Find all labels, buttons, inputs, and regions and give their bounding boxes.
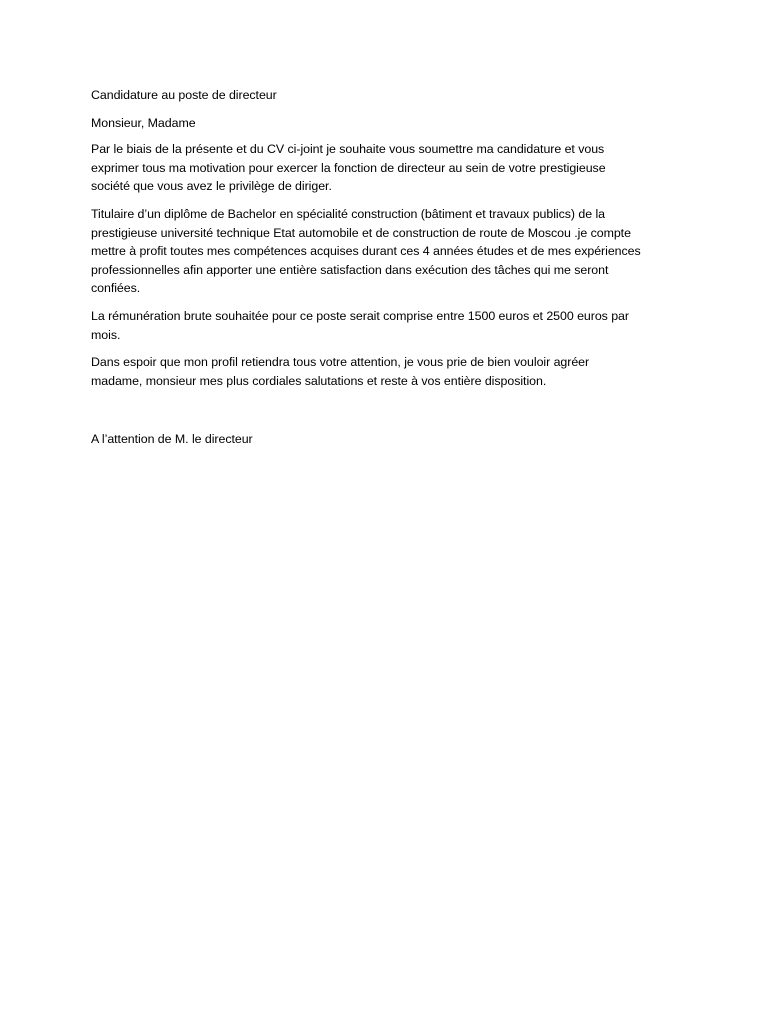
- text-line: Titulaire d’un diplôme de Bachelor en spécialité construction (bâtiment et travaux publics) de la: [91, 206, 605, 221]
- paragraph-qualifications: [91, 205, 681, 298]
- closing-line: A l’attention de M. le directeur: [91, 432, 253, 447]
- paragraph-intro: [91, 140, 681, 196]
- letter-document: [91, 86, 681, 458]
- text-line: professionnelles afin apporter une entière satisfaction dans exécution des tâches qui me seront: [91, 262, 609, 277]
- text-line: Dans espoir que mon profil retiendra tous votre attention, je vous prie de bien vouloir agréer: [91, 355, 590, 370]
- paragraph-salary: [91, 307, 681, 344]
- blank-space: [91, 399, 681, 430]
- text-line: société que vous avez le privilège de diriger.: [91, 179, 332, 194]
- text-line: exprimer tous ma motivation pour exercer la fonction de directeur au sein de votre prestigieuse: [91, 160, 606, 175]
- letter-salutation: [91, 114, 681, 133]
- paragraph-closing-remarks: [91, 353, 681, 390]
- salutation-line: Monsieur, Madame: [91, 115, 196, 130]
- text-line: La rémunération brute souhaitée pour ce poste serait comprise entre 1500 euros et 2500 euros par: [91, 308, 629, 323]
- text-line: madame, monsieur mes plus cordiales salutations et reste à vos entière disposition.: [91, 373, 547, 388]
- subject-line: Candidature au poste de directeur: [91, 88, 277, 102]
- text-line: mettre à profit toutes mes compétences acquises durant ces 4 années études et de mes expériences: [91, 244, 641, 259]
- text-line: prestigieuse université technique Etat automobile et de construction de route de Moscou .je compte: [91, 225, 631, 240]
- letter-closing: [91, 430, 681, 449]
- text-line: confiées.: [91, 281, 141, 296]
- letter-subject: [91, 86, 681, 105]
- text-line: mois.: [91, 327, 121, 342]
- text-line: Par le biais de la présente et du CV ci-joint je souhaite vous soumettre ma candidature et vous: [91, 142, 605, 157]
